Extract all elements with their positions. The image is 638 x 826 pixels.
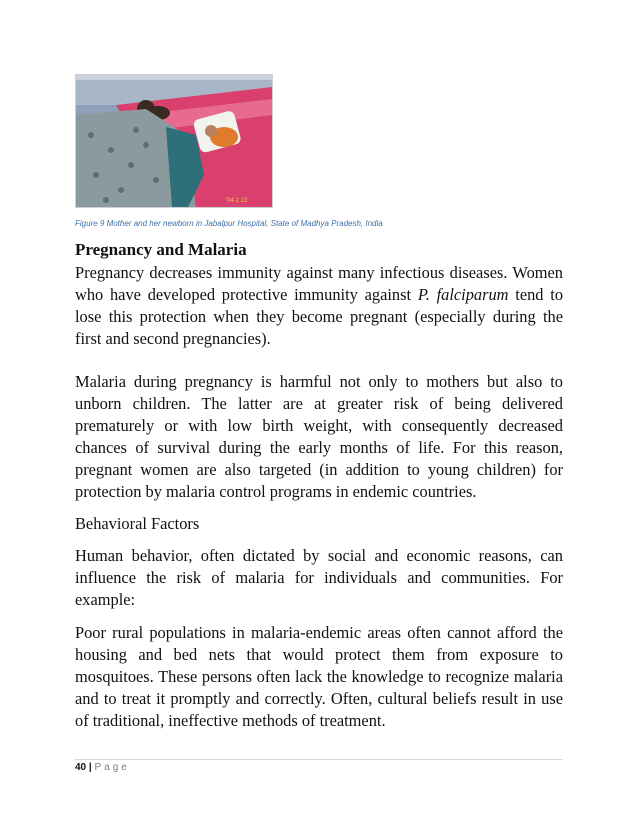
photo-date-stamp: '04 2 13 [226,198,248,204]
paragraph-pregnancy-harm: Malaria during pregnancy is harmful not only to mothers but also to unborn children. The latter are at greater risk of being delivered prematurely or with low birth weight, with consequently decreased chances of survival during the early months of life. For this reason, pregnant women are also targeted (in addition to young children) for protection by malaria control programs in endemic countries. [75,372,563,501]
footer-divider [75,759,563,760]
p1-text-after: tend to lose this protection when they become pregnant (especially during the first and second pregnancies). [75,285,564,348]
page-word: Page [94,762,130,773]
behavioral-factors-heading: Behavioral Factors [75,514,200,533]
section-heading: Pregnancy and Malaria [75,240,247,259]
p1-text-before: Pregnancy decreases immunity against many infectious diseases. Women who have developed protective immunity against [75,263,563,304]
page-footer [75,762,130,773]
p1-species-name: P. falciparum [417,285,509,304]
figure-caption: Figure 9 Mother and her newborn in Jabalpur Hospital, State of Madhya Pradesh, India [75,219,383,228]
page-number: 40 [75,762,87,773]
paragraph-rural-populations: Poor rural populations in malaria-endemic areas often cannot afford the housing and bed nets that would protect them from exposure to mosquitoes. These persons often lack the knowledge to recognize malaria and to treat it promptly and correctly. Often, cultural beliefs result in use of traditional, ineffective methods of treatment. [75,623,563,730]
footer-separator: | [86,762,95,773]
paragraph-human-behavior: Human behavior, often dictated by social and economic reasons, can influence the risk of malaria for individuals and communities. For example: [75,546,563,609]
mother-newborn-photo [75,74,273,208]
photo-illustration [76,75,272,207]
paragraph-pregnancy-immunity [75,262,563,350]
